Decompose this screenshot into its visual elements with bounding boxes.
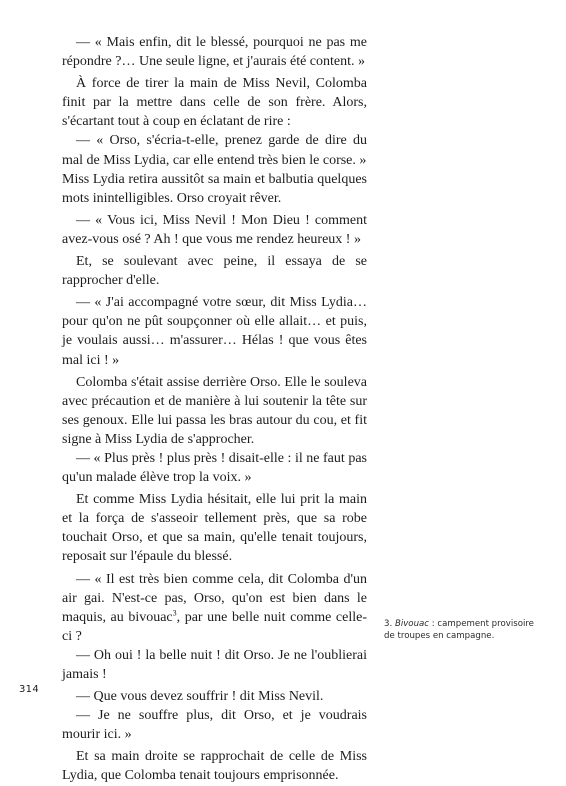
- paragraph-8: Colomba s'était assise derrière Orso. Elle le souleva avec précaution et de manière à lui soutenir la tête sur ses genoux. Elle lui passa les bras autour du cou, et fit signe à Miss Lydia de s'approcher.: [62, 374, 367, 447]
- paragraph-9: — « Plus près ! plus près ! disait-elle : il ne faut pas qu'un malade élève trop la voix. »: [62, 450, 367, 486]
- paragraph-1: — « Mais enfin, dit le blessé, pourquoi ne pas me répondre ?… Une seule ligne, et j'aurais été content. »: [62, 35, 367, 70]
- paragraph-7: — « J'ai accompagné votre sœur, dit Miss Lydia… pour qu'on ne pût soupçonner où elle allait… et puis, je voulais aussi… m'assurer… Hélas ! que vous êtes mal ici ! »: [62, 295, 367, 368]
- page-number: 314: [19, 684, 39, 695]
- footnote: [384, 618, 534, 642]
- paragraph-5: — « Vous ici, Miss Nevil ! Mon Dieu ! comment avez-vous osé ? Ah ! que vous me rendez heureux ! »: [62, 212, 367, 247]
- footnote-definition: : campement provisoire de troupes en campagne.: [384, 619, 534, 641]
- footnote-number: 3.: [384, 619, 393, 629]
- paragraph-11-part-2: , par une belle nuit comme celle-ci ?: [62, 609, 367, 644]
- paragraph-13: — Que vous devez souffrir ! dit Miss Nevil.: [76, 689, 324, 705]
- footnote-reference: 3: [172, 608, 177, 618]
- footnote-term: Bivouac: [394, 619, 430, 629]
- paragraph-4: Miss Lydia retira aussitôt sa main et balbutia quelques mots inintelligibles. Orso croyait rêver.: [62, 171, 367, 206]
- paragraph-12: — Oh oui ! la belle nuit ! dit Orso. Je ne l'oublierai jamais !: [62, 647, 367, 682]
- paragraph-10: Et comme Miss Lydia hésitait, elle lui prit la main et la força de s'asseoir tellement près, que sa robe touchait Orso, et que sa main, qu'elle tenait toujours, reposait sur l'épaule du blessé.: [62, 492, 367, 565]
- paragraph-2: À force de tirer la main de Miss Nevil, Colomba finit par la mettre dans celle de son frère. Alors, s'écartant tout à coup en éclatant de rire :: [62, 76, 367, 130]
- paragraph-11: [62, 570, 367, 646]
- paragraph-6: Et, se soulevant avec peine, il essaya de se rapprocher d'elle.: [62, 254, 367, 289]
- paragraph-14: — Je ne souffre plus, dit Orso, et je voudrais mourir ici. »: [62, 708, 367, 743]
- paragraph-11-part-1: — « Il est très bien comme cela, dit Colomba d'un air gai. N'est-ce pas, Orso, qu'on est bien dans le maquis, au bivouac: [62, 571, 367, 625]
- paragraph-3: — « Orso, s'écria-t-elle, prenez garde de dire du mal de Miss Lydia, car elle entend très bien le corse. »: [62, 133, 367, 168]
- paragraph-15: Et sa main droite se rapprochait de celle de Miss Lydia, que Colomba tenait toujours emprisonnée.: [62, 749, 367, 784]
- main-text: [62, 33, 367, 786]
